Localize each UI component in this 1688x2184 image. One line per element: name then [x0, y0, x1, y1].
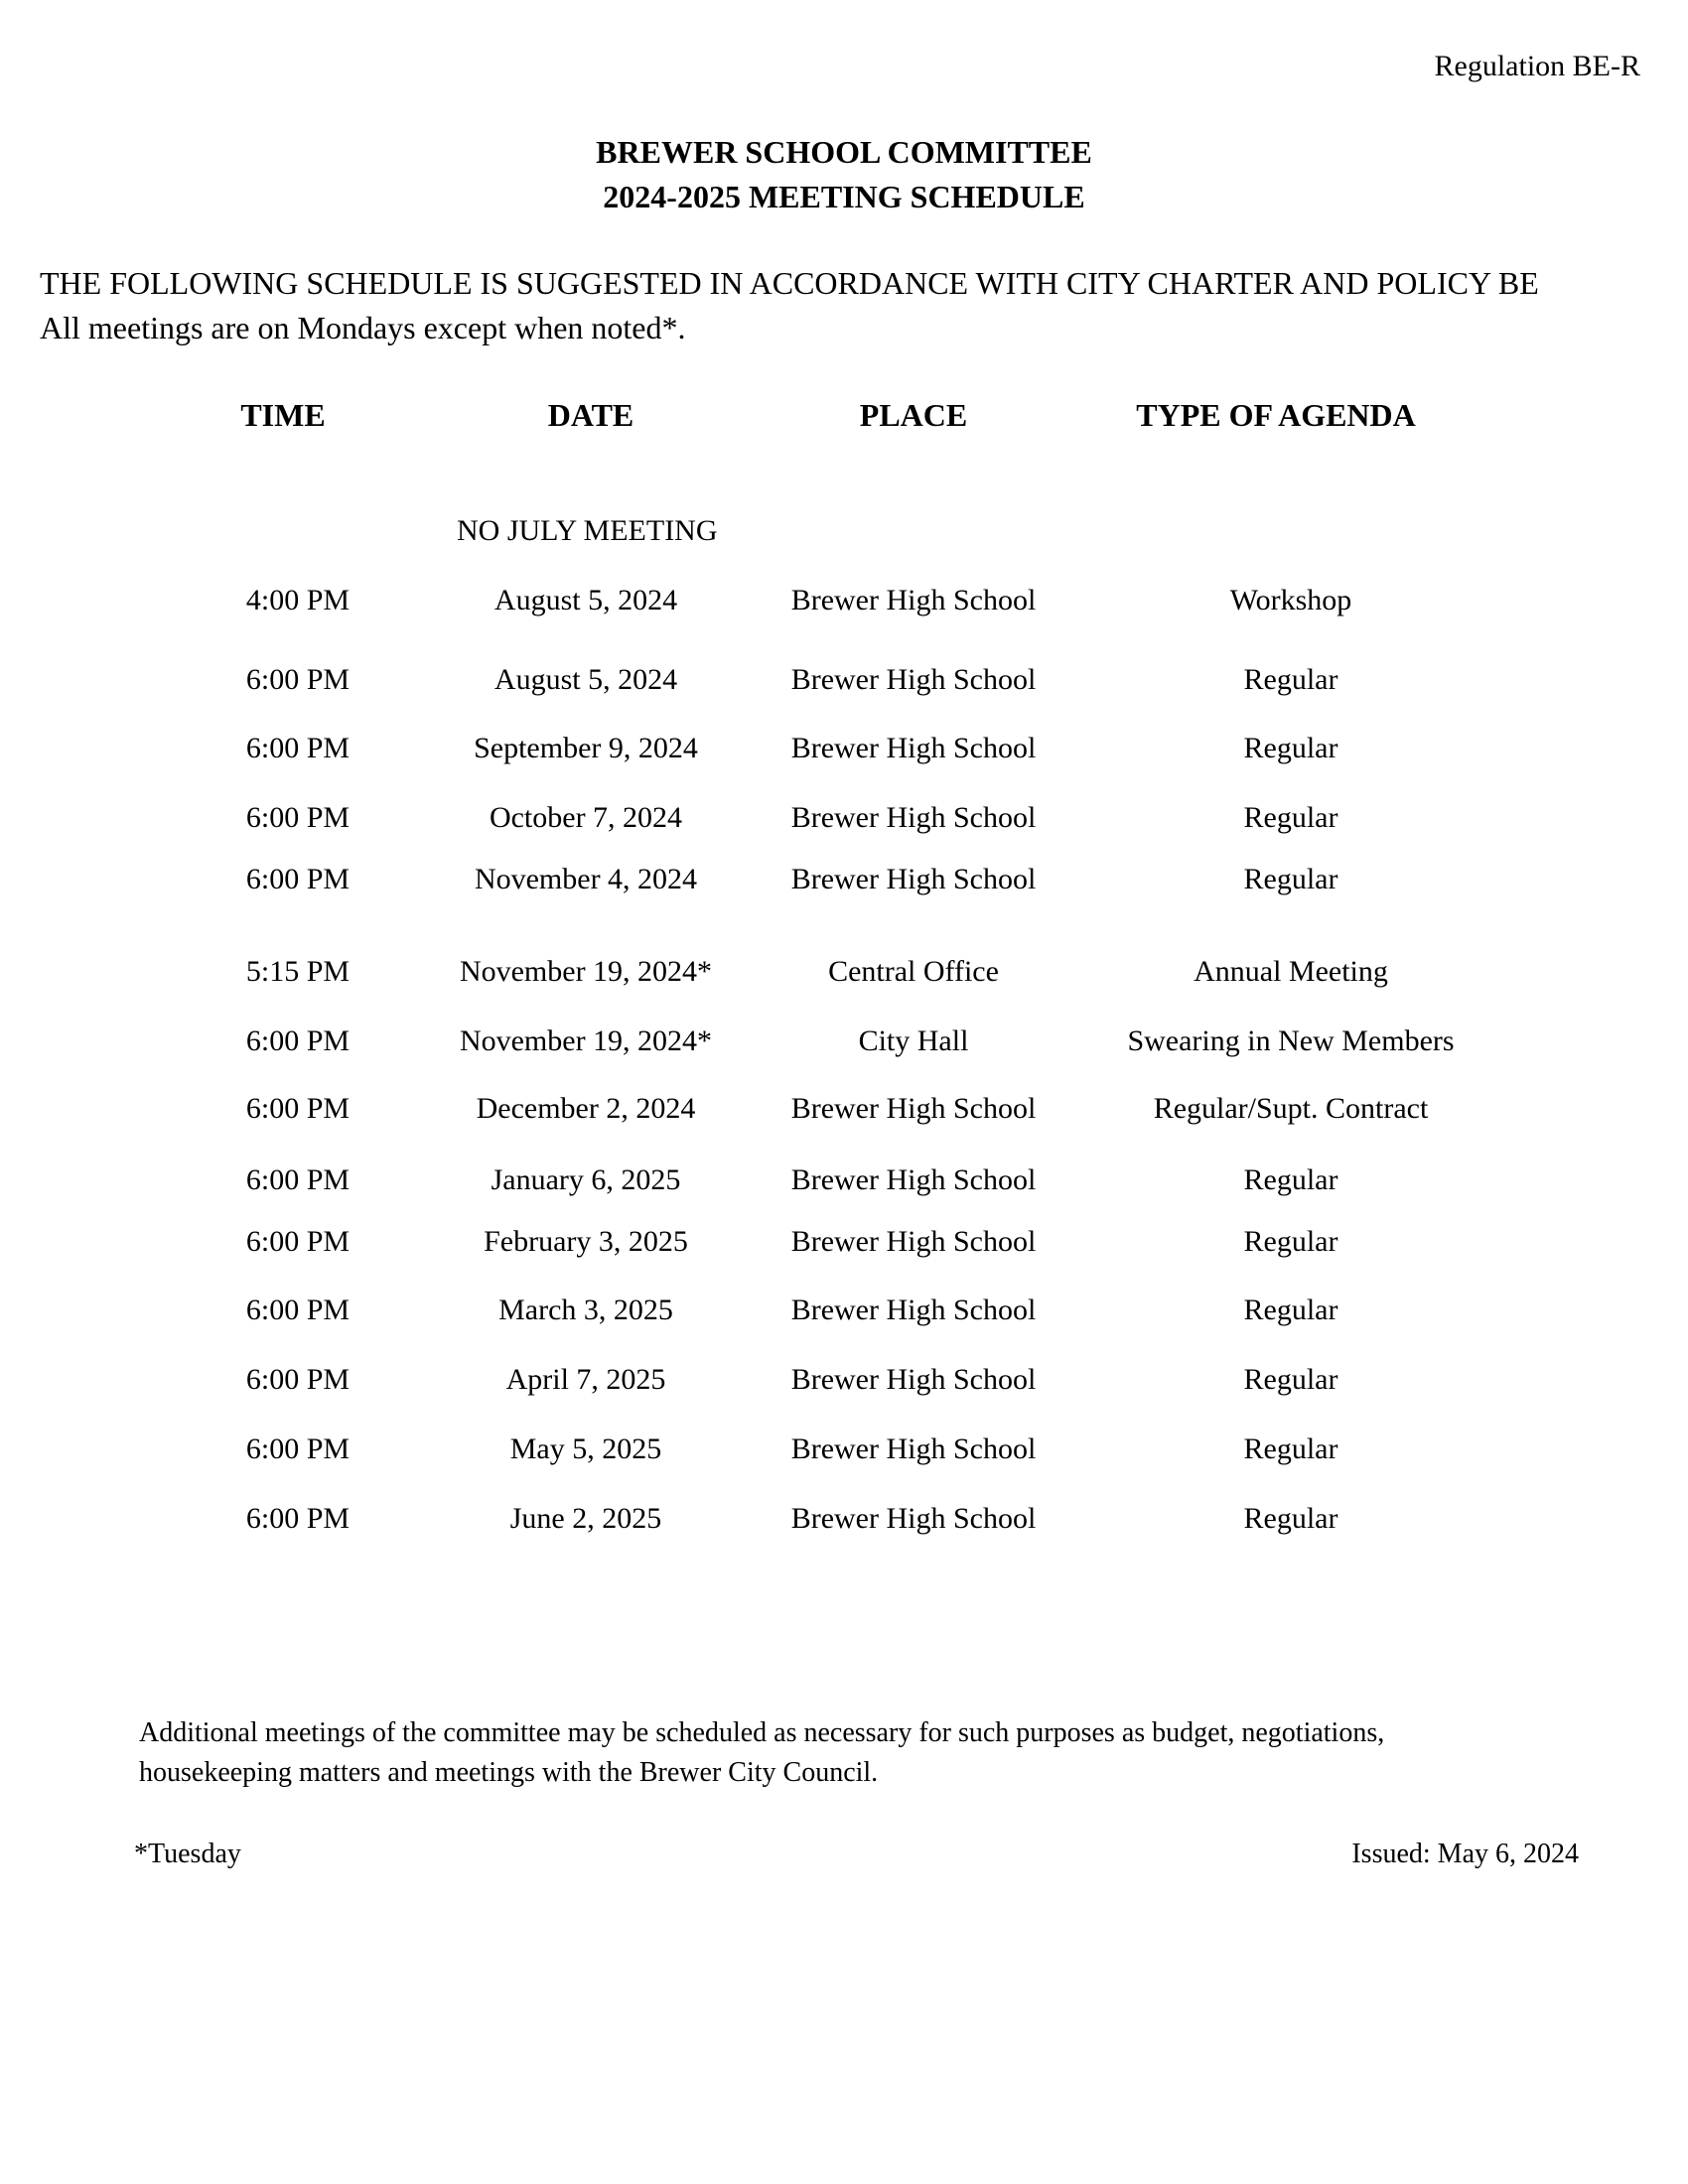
footer-note-line-2: housekeeping matters and meetings with the Brewer City Council. [139, 1757, 879, 1788]
regulation-id: Regulation BE-R [1434, 50, 1640, 82]
row-place: Brewer High School [790, 1502, 1037, 1535]
row-time: 6:00 PM [245, 1502, 351, 1535]
row-agenda-type: Regular [1243, 863, 1338, 895]
no-july-meeting-note: NO JULY MEETING [457, 514, 718, 547]
row-date: November 19, 2024* [459, 1024, 713, 1057]
row-time: 6:00 PM [245, 1024, 351, 1057]
row-time: 4:00 PM [245, 584, 351, 616]
intro-line-2: All meetings are on Mondays except when noted*. [40, 310, 686, 345]
row-place: Brewer High School [790, 801, 1037, 834]
row-date: January 6, 2025 [491, 1163, 681, 1196]
row-place: Brewer High School [790, 863, 1037, 895]
tuesday-footnote: *Tuesday [134, 1839, 241, 1869]
row-agenda-type: Swearing in New Members [1127, 1024, 1455, 1057]
row-agenda-type: Regular [1243, 1294, 1338, 1326]
row-agenda-type: Regular [1243, 1225, 1338, 1258]
row-time: 6:00 PM [245, 732, 351, 764]
row-place: Brewer High School [790, 584, 1037, 616]
row-date: May 5, 2025 [509, 1433, 662, 1465]
row-place: Brewer High School [790, 1163, 1037, 1196]
row-time: 6:00 PM [245, 1363, 351, 1396]
column-header-time: TIME [240, 397, 326, 433]
row-time: 6:00 PM [245, 801, 351, 834]
row-date: November 19, 2024* [459, 955, 713, 988]
row-agenda-type: Regular [1243, 732, 1338, 764]
document-title: BREWER SCHOOL COMMITTEE [596, 134, 1092, 170]
row-place: City Hall [858, 1024, 969, 1057]
row-place: Brewer High School [790, 1225, 1037, 1258]
row-agenda-type: Regular [1243, 1363, 1338, 1396]
row-time: 6:00 PM [245, 863, 351, 895]
row-place: Brewer High School [790, 1092, 1037, 1125]
row-time: 6:00 PM [245, 1163, 351, 1196]
row-time: 6:00 PM [245, 1294, 351, 1326]
row-date: December 2, 2024 [476, 1092, 696, 1125]
column-header-type: TYPE OF AGENDA [1136, 397, 1416, 433]
row-time: 6:00 PM [245, 1092, 351, 1125]
row-agenda-type: Regular/Supt. Contract [1153, 1092, 1429, 1125]
row-date: October 7, 2024 [489, 801, 683, 834]
row-time: 5:15 PM [245, 955, 351, 988]
row-agenda-type: Regular [1243, 663, 1338, 696]
row-agenda-type: Annual Meeting [1194, 955, 1388, 988]
issued-date: Issued: May 6, 2024 [1351, 1839, 1579, 1869]
row-date: September 9, 2024 [474, 732, 698, 764]
row-date: February 3, 2025 [484, 1225, 688, 1258]
row-date: November 4, 2024 [474, 863, 698, 895]
row-place: Brewer High School [790, 732, 1037, 764]
row-date: March 3, 2025 [498, 1294, 673, 1326]
row-place: Brewer High School [790, 1363, 1037, 1396]
row-date: August 5, 2024 [493, 663, 678, 696]
row-place: Brewer High School [790, 1294, 1037, 1326]
row-place: Brewer High School [790, 663, 1037, 696]
document-subtitle: 2024-2025 MEETING SCHEDULE [603, 179, 1085, 214]
row-agenda-type: Regular [1243, 801, 1338, 834]
row-date: April 7, 2025 [505, 1363, 666, 1396]
row-time: 6:00 PM [245, 663, 351, 696]
column-header-place: PLACE [859, 397, 968, 433]
row-agenda-type: Workshop [1229, 584, 1352, 616]
row-time: 6:00 PM [245, 1433, 351, 1465]
intro-line-1: THE FOLLOWING SCHEDULE IS SUGGESTED IN ACCORDANCE WITH CITY CHARTER AND POLICY BE [40, 265, 1539, 301]
row-place: Brewer High School [790, 1433, 1037, 1465]
footer-note-line-1: Additional meetings of the committee may be scheduled as necessary for such purposes as budget, negotiations, [139, 1717, 1385, 1748]
row-time: 6:00 PM [245, 1225, 351, 1258]
row-place: Central Office [828, 955, 999, 988]
row-date: August 5, 2024 [493, 584, 678, 616]
row-agenda-type: Regular [1243, 1433, 1338, 1465]
column-header-date: DATE [547, 397, 634, 433]
row-agenda-type: Regular [1243, 1163, 1338, 1196]
row-agenda-type: Regular [1243, 1502, 1338, 1535]
row-date: June 2, 2025 [509, 1502, 662, 1535]
